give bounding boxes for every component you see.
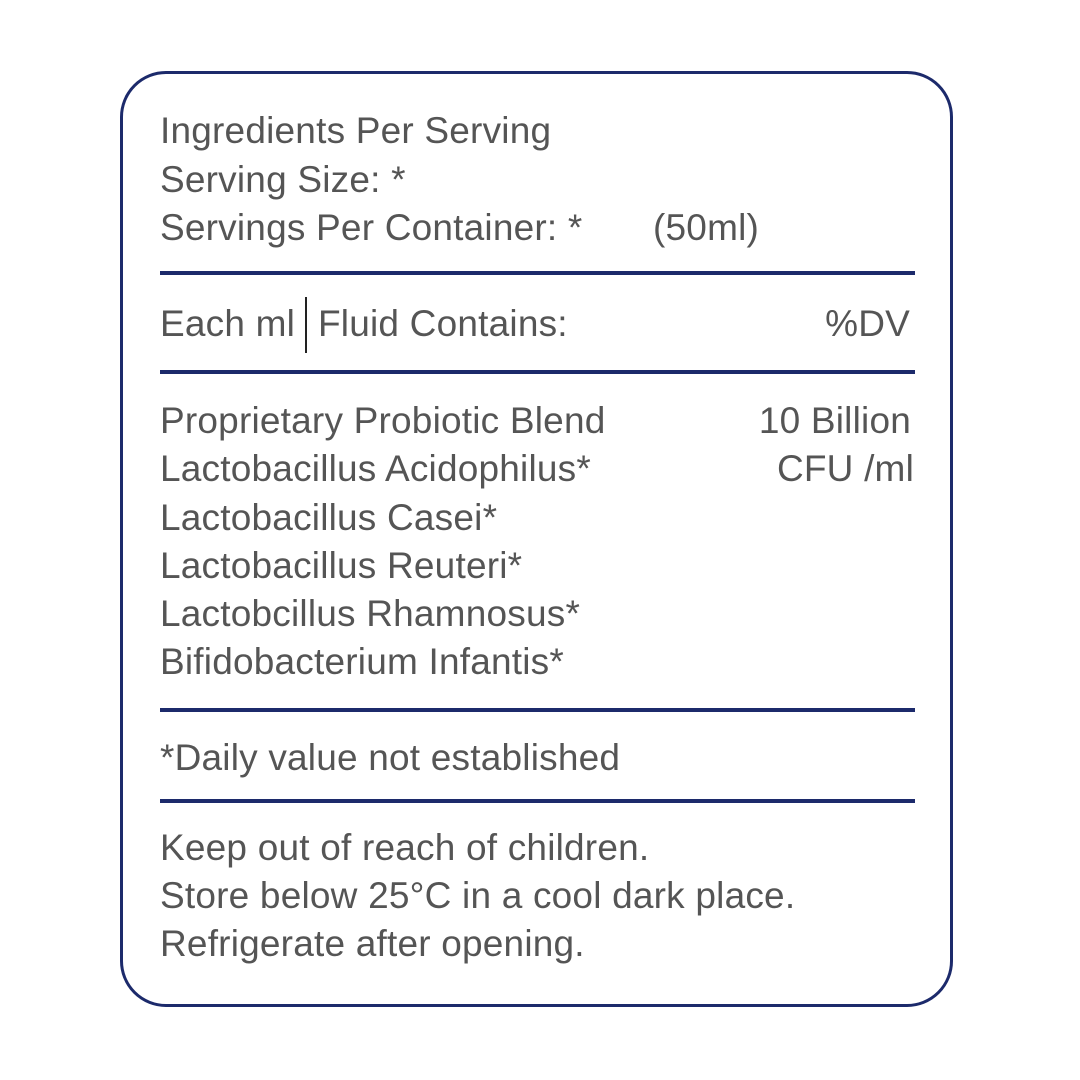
each-ml-label: Each ml: [160, 303, 296, 344]
ingredient-item: Lactobacillus Reuteri*: [160, 545, 523, 586]
container-volume: (50ml): [653, 207, 760, 248]
divider-3: [160, 708, 915, 712]
amount-value: 10 Billion: [758, 400, 911, 441]
warning-line: Refrigerate after opening.: [160, 923, 585, 964]
ingredient-item: Lactobacillus Casei*: [160, 497, 498, 538]
label-title: Ingredients Per Serving: [160, 110, 552, 151]
daily-value-footnote: *Daily value not established: [160, 737, 621, 778]
ingredient-item: Bifidobacterium Infantis*: [160, 641, 564, 682]
ingredient-item: Proprietary Probiotic Blend: [160, 400, 606, 441]
serving-size: Serving Size: *: [160, 159, 406, 200]
divider-2: [160, 370, 915, 374]
servings-per-container: Servings Per Container: *: [160, 207, 583, 248]
ingredient-item: Lactobacillus Acidophilus*: [160, 448, 591, 489]
text-cursor: [305, 297, 307, 353]
dv-header: %DV: [825, 303, 910, 344]
amount-unit: CFU /ml: [776, 448, 914, 489]
warning-line: Keep out of reach of children.: [160, 827, 650, 868]
fluid-contains-label: Fluid Contains:: [318, 303, 568, 344]
divider-1: [160, 271, 915, 275]
divider-4: [160, 799, 915, 803]
warning-line: Store below 25°C in a cool dark place.: [160, 875, 796, 916]
ingredient-item: Lactobcillus Rhamnosus*: [160, 593, 581, 634]
